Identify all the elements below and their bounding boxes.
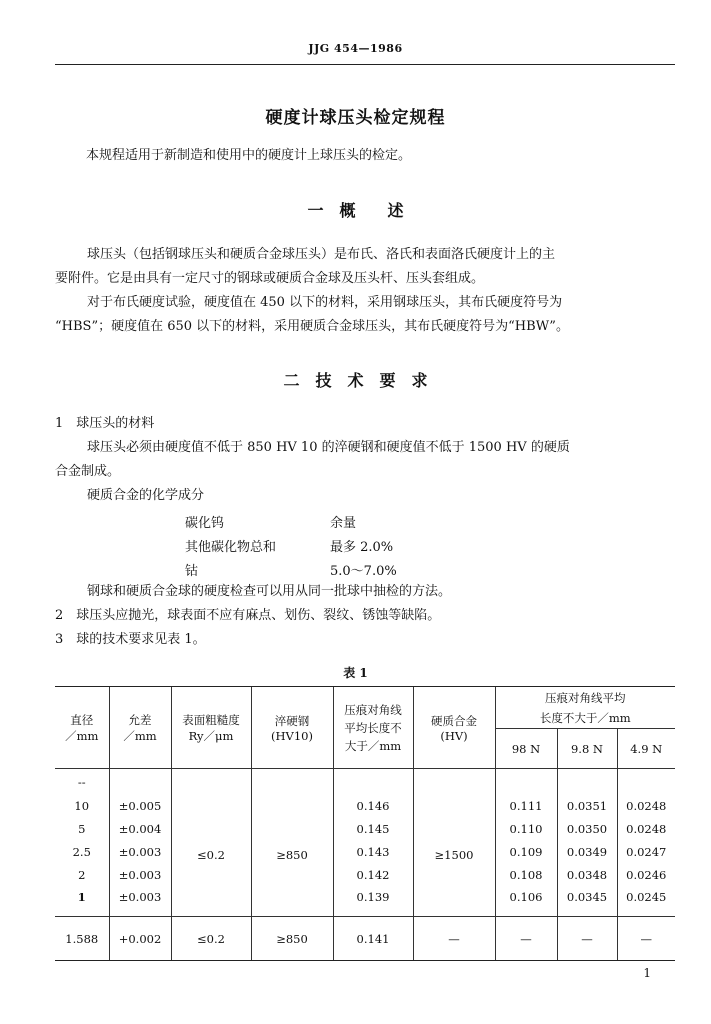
cell-diameter: 1.588: [55, 917, 109, 961]
composition-value: 余量: [330, 516, 357, 531]
cell-tolerance: ±0.004: [109, 818, 171, 841]
cell-98n: 0.106: [495, 887, 557, 917]
cell-diameter: 10: [74, 799, 90, 813]
composition-name: 其他碳化物总和: [185, 540, 277, 555]
cell-diameter: 2.5: [72, 845, 91, 859]
cell-98n: 0.108: [495, 864, 557, 887]
header-indent-avg: 压痕对角线 平均长度不 大于／mm: [333, 687, 413, 769]
cell-4-9n: 0.0248: [617, 818, 675, 841]
item-1-title: 1 球压头的材料: [55, 416, 155, 431]
header-98n: 98 N: [495, 729, 557, 769]
cell-indent: 0.142: [333, 864, 413, 887]
cell-diameter: 1: [77, 889, 86, 904]
composition-name: 钴: [185, 564, 199, 579]
requirements-body: [55, 412, 675, 508]
cell-indent: 0.139: [333, 887, 413, 917]
page-number: 1: [643, 966, 651, 980]
cell-4-9n: 0.0248: [617, 795, 675, 818]
cell-4-9n: 0.0246: [617, 864, 675, 887]
composition-name: 碳化钨: [185, 516, 225, 531]
intro-text: 本规程适用于新制造和使用中的硬度计上球压头的检定。: [86, 148, 412, 163]
text-line: 合金制成。: [55, 464, 121, 479]
section-heading-overview: 一 概 述: [307, 201, 404, 220]
text-line: 球压头（包括钢球压头和硬质合金球压头）是布氏、洛氏和表面洛氏硬度计上的主: [87, 247, 556, 262]
composition-title: 硬质合金的化学成分: [87, 488, 205, 503]
cell-98n: 0.110: [495, 818, 557, 841]
document-code: JJG 454—1986: [308, 42, 403, 55]
cell-tolerance: ±0.003: [109, 887, 171, 917]
cell-diameter: 2: [78, 868, 86, 882]
cell-roughness: ≤0.2: [171, 917, 251, 961]
section-heading-requirements: 二 技 术 要 求: [283, 371, 428, 390]
cell-tolerance: ±0.003: [109, 841, 171, 864]
cell-indent: 0.145: [333, 818, 413, 841]
overview-paragraph-1: [55, 243, 675, 339]
cell-9-8n: 0.0345: [557, 887, 617, 917]
header-9-8n: 9.8 N: [557, 729, 617, 769]
cell-98n: —: [495, 917, 557, 961]
header-carbide: 硬质合金 (HV): [413, 687, 495, 769]
cell-4-9n: 0.0245: [617, 887, 675, 917]
item-2: 2 球压头应抛光，球表面不应有麻点、划伤、裂纹、锈蚀等缺陷。: [55, 608, 441, 623]
cell-98n: 0.111: [495, 795, 557, 818]
cell-9-8n: —: [557, 917, 617, 961]
cell-9-8n: 0.0350: [557, 818, 617, 841]
header-4-9n: 4.9 N: [617, 729, 675, 769]
cell-carbide-group: ≥1500: [413, 795, 495, 917]
header-rule: [55, 64, 675, 65]
header-tolerance: 允差 ／mm: [109, 687, 171, 769]
cell-steel: ≥850: [251, 917, 333, 961]
cell-tolerance: +0.002: [109, 917, 171, 961]
composition-value: 最多 2.0%: [330, 540, 394, 555]
composition-value: 5.0～7.0%: [330, 564, 397, 579]
table-caption: 表 1: [343, 666, 368, 680]
cell-9-8n: 0.0351: [557, 795, 617, 818]
cell-indent: 0.146: [333, 795, 413, 818]
cell-diameter: 5: [78, 822, 86, 836]
cell-tolerance: ±0.003: [109, 864, 171, 887]
cell-9-8n: 0.0349: [557, 841, 617, 864]
text-line: 要附件。它是由具有一定尺寸的钢球或硬质合金球及压头杆、压头套组成。: [55, 271, 485, 286]
page-title: 硬度计球压头检定规程: [265, 108, 446, 128]
cell-roughness-group: ≤0.2: [171, 795, 251, 917]
cell-98n: 0.109: [495, 841, 557, 864]
requirements-body-cont: [55, 580, 675, 652]
text-line: “HBS”；硬度值在 650 以下的材料，采用硬质合金球压头，其布氏硬度符号为“HBW”。: [55, 319, 569, 334]
text-line: 对于布氏硬度试验，硬度值在 450 以下的材料，采用钢球压头，其布氏硬度符号为: [87, 295, 563, 310]
cell-carbide: —: [413, 917, 495, 961]
header-steel: 淬硬钢 (HV10): [251, 687, 333, 769]
item-3: 3 球的技术要求见表 1。: [55, 632, 206, 647]
dash-cell: --: [77, 774, 86, 789]
text-line: 钢球和硬质合金球的硬度检查可以用从同一批球中抽检的方法。: [87, 584, 452, 599]
cell-4-9n: —: [617, 917, 675, 961]
header-diagonal-group: 压痕对角线平均 长度不大于／mm: [495, 687, 675, 729]
cell-indent: 0.143: [333, 841, 413, 864]
cell-tolerance: ±0.005: [109, 795, 171, 818]
text-line: 球压头必须由硬度值不低于 850 HV 10 的淬硬钢和硬度值不低于 1500 HV 的硬质: [87, 440, 570, 455]
spec-table: [55, 686, 675, 961]
cell-9-8n: 0.0348: [557, 864, 617, 887]
header-diameter: 直径 ／mm: [55, 687, 109, 769]
header-roughness: 表面粗糙度 Ry／μm: [171, 687, 251, 769]
cell-indent: 0.141: [333, 917, 413, 961]
cell-steel-group: ≥850: [251, 795, 333, 917]
cell-4-9n: 0.0247: [617, 841, 675, 864]
